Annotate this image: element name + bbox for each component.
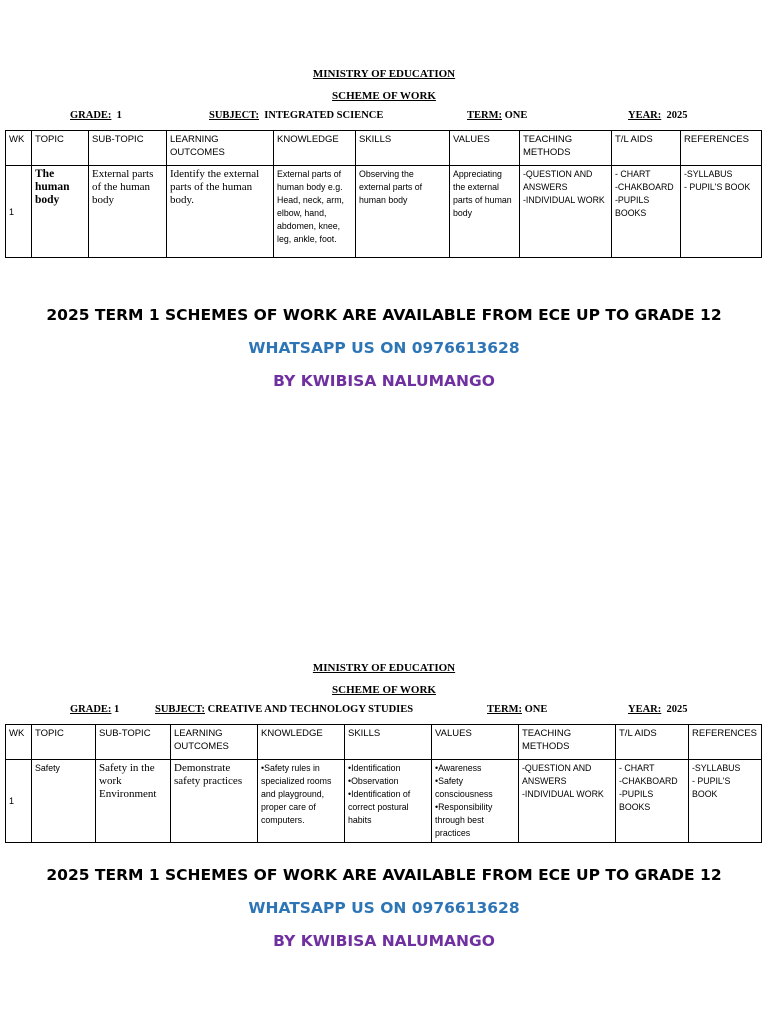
subject-field-2: SUBJECT: CREATIVE AND TECHNOLOGY STUDIES	[155, 704, 414, 715]
cell-topic: The human body	[32, 166, 89, 258]
header-wk: WK	[6, 725, 32, 760]
header-learning-outcomes: LEARNING OUTCOMES	[171, 725, 258, 760]
table-row	[6, 166, 762, 258]
subject-field-1: SUBJECT: INTEGRATED SCIENCE	[209, 110, 384, 121]
scheme-title-1: SCHEME OF WORK	[332, 90, 436, 102]
header-learning-outcomes: LEARNING OUTCOMES	[167, 131, 274, 166]
scheme-title-2: SCHEME OF WORK	[332, 684, 436, 696]
header-tl-aids: T/L AIDS	[612, 131, 681, 166]
year-field-2: YEAR: 2025	[628, 704, 688, 715]
header-wk: WK	[6, 131, 32, 166]
cell-skills: •Identification •Observation •Identification of correct postural habits	[345, 760, 432, 843]
cell-methods: -QUESTION AND ANSWERS -INDIVIDUAL WORK	[520, 166, 612, 258]
header-skills: SKILLS	[345, 725, 432, 760]
cell-outcomes: Identify the external parts of the human body.	[167, 166, 274, 258]
grade-field-2: GRADE: 1	[70, 704, 120, 715]
table-header-row	[6, 725, 762, 760]
header-knowledge: KNOWLEDGE	[274, 131, 356, 166]
ministry-title-2: MINISTRY OF EDUCATION	[312, 662, 456, 674]
author-line-2: BY KWIBISA NALUMANGO	[273, 932, 495, 950]
year-field-1: YEAR: 2025	[628, 110, 688, 121]
header-teaching-methods: TEACHING METHODS	[519, 725, 616, 760]
header-teaching-methods: TEACHING METHODS	[520, 131, 612, 166]
header-subtopic: SUB-TOPIC	[89, 131, 167, 166]
header-topic: TOPIC	[32, 725, 96, 760]
header-subtopic: SUB-TOPIC	[96, 725, 171, 760]
header-knowledge: KNOWLEDGE	[258, 725, 345, 760]
cell-aids: - CHART -CHAKBOARD -PUPILS BOOKS	[612, 166, 681, 258]
cell-skills: Observing the external parts of human body	[356, 166, 450, 258]
cell-outcomes: Demonstrate safety practices	[171, 760, 258, 843]
cell-aids: - CHART -CHAKBOARD -PUPILS BOOKS	[616, 760, 689, 843]
scheme-table-2	[5, 724, 762, 843]
cell-values: Appreciating the external parts of human body	[450, 166, 520, 258]
term-field-2: TERM: ONE	[487, 704, 548, 715]
cell-methods: -QUESTION AND ANSWERS -INDIVIDUAL WORK	[519, 760, 616, 843]
term-field-1: TERM: ONE	[467, 110, 528, 121]
header-tl-aids: T/L AIDS	[616, 725, 689, 760]
author-line-1: BY KWIBISA NALUMANGO	[273, 372, 495, 390]
header-skills: SKILLS	[356, 131, 450, 166]
cell-references: -SYLLABUS - PUPIL'S BOOK	[681, 166, 762, 258]
header-topic: TOPIC	[32, 131, 89, 166]
cell-topic: Safety	[32, 760, 96, 843]
cell-knowledge: •Safety rules in specialized rooms and playground, proper care of computers.	[258, 760, 345, 843]
cell-wk: 1	[6, 760, 32, 843]
cell-knowledge: External parts of human body e.g. Head, neck, arm, elbow, hand, abdomen, knee, leg, ankle, foot.	[274, 166, 356, 258]
grade-field-1: GRADE: 1	[70, 110, 122, 121]
promo-headline-2: 2025 TERM 1 SCHEMES OF WORK ARE AVAILABLE FROM ECE UP TO GRADE 12	[46, 866, 722, 884]
promo-headline-1: 2025 TERM 1 SCHEMES OF WORK ARE AVAILABLE FROM ECE UP TO GRADE 12	[46, 306, 722, 324]
table-row	[6, 760, 762, 843]
cell-subtopic: Safety in the work Environment	[96, 760, 171, 843]
header-values: VALUES	[450, 131, 520, 166]
cell-wk: 1	[6, 166, 32, 258]
ministry-title-1: MINISTRY OF EDUCATION	[312, 68, 456, 80]
scheme-table-1	[5, 130, 762, 258]
header-values: VALUES	[432, 725, 519, 760]
header-references: REFERENCES	[689, 725, 762, 760]
header-references: REFERENCES	[681, 131, 762, 166]
cell-references: -SYLLABUS - PUPIL'S BOOK	[689, 760, 762, 843]
whatsapp-line-2: WHATSAPP US ON 0976613628	[248, 899, 520, 917]
cell-values: •Awareness •Safety consciousness •Responsibility through best practices	[432, 760, 519, 843]
whatsapp-line-1: WHATSAPP US ON 0976613628	[248, 339, 520, 357]
table-header-row	[6, 131, 762, 166]
cell-subtopic: External parts of the human body	[89, 166, 167, 258]
